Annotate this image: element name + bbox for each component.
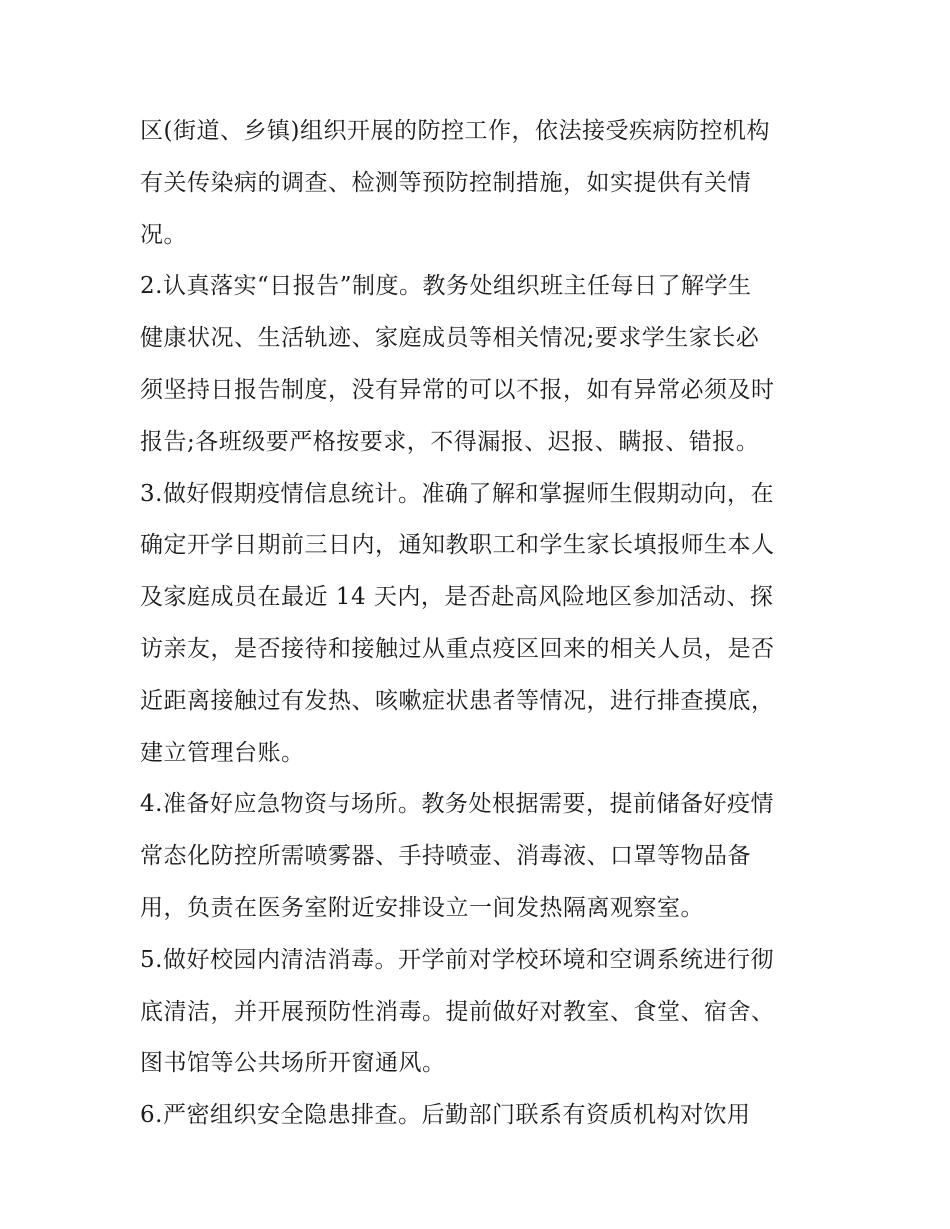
text-line: 健康状况、生活轨迹、家庭成员等相关情况;要求学生家长必: [140, 325, 760, 352]
text-line: 须坚持日报告制度，没有异常的可以不报，如有异常必须及时: [140, 376, 775, 403]
text-line: 图书馆等公共场所开窗通风。: [140, 1050, 446, 1077]
text-line: 确定开学日期前三日内，通知教职工和学生家长填报师生本人: [140, 532, 775, 559]
text-line: 近距离接触过有发热、咳嗽症状患者等情况，进行排查摸底，: [140, 687, 775, 714]
text-line: 3.做好假期疫情信息统计。准确了解和掌握师生假期动向，在: [140, 480, 774, 507]
text-line: 4.准备好应急物资与场所。教务处根据需要，提前储备好疫情: [140, 791, 774, 818]
document-body: [140, 106, 830, 1142]
text-line: 建立管理台账。: [140, 739, 305, 766]
text-line: 区(街道、乡镇)组织开展的防控工作，依法接受疾病防控机构: [140, 118, 770, 144]
text-line: 及家庭成员在最近 14 天内，是否赴高风险地区参加活动、探: [140, 584, 774, 611]
text-line: 访亲友，是否接待和接触过从重点疫区回来的相关人员，是否: [140, 635, 775, 662]
text-line: 常态化防控所需喷雾器、手持喷壶、消毒液、口罩等物品备: [140, 843, 751, 870]
text-line: 5.做好校园内清洁消毒。开学前对学校环境和空调系统进行彻: [140, 946, 774, 973]
text-line: 6.严密组织安全隐患排查。后勤部门联系有资质机构对饮用: [140, 1102, 751, 1129]
text-line: 报告;各班级要严格按要求，不得漏报、迟报、瞒报、错报。: [140, 428, 760, 455]
text-line: 况。: [140, 221, 187, 248]
text-line: 有关传染病的调查、检测等预防控制措施，如实提供有关情: [140, 169, 751, 196]
text-line: 用，负责在医务室附近安排设立一间发热隔离观察室。: [140, 894, 704, 921]
text-line: 底清洁，并开展预防性消毒。提前做好对教室、食堂、宿舍、: [140, 998, 775, 1025]
text-line: 2.认真落实“日报告”制度。教务处组织班主任每日了解学生: [140, 273, 752, 300]
